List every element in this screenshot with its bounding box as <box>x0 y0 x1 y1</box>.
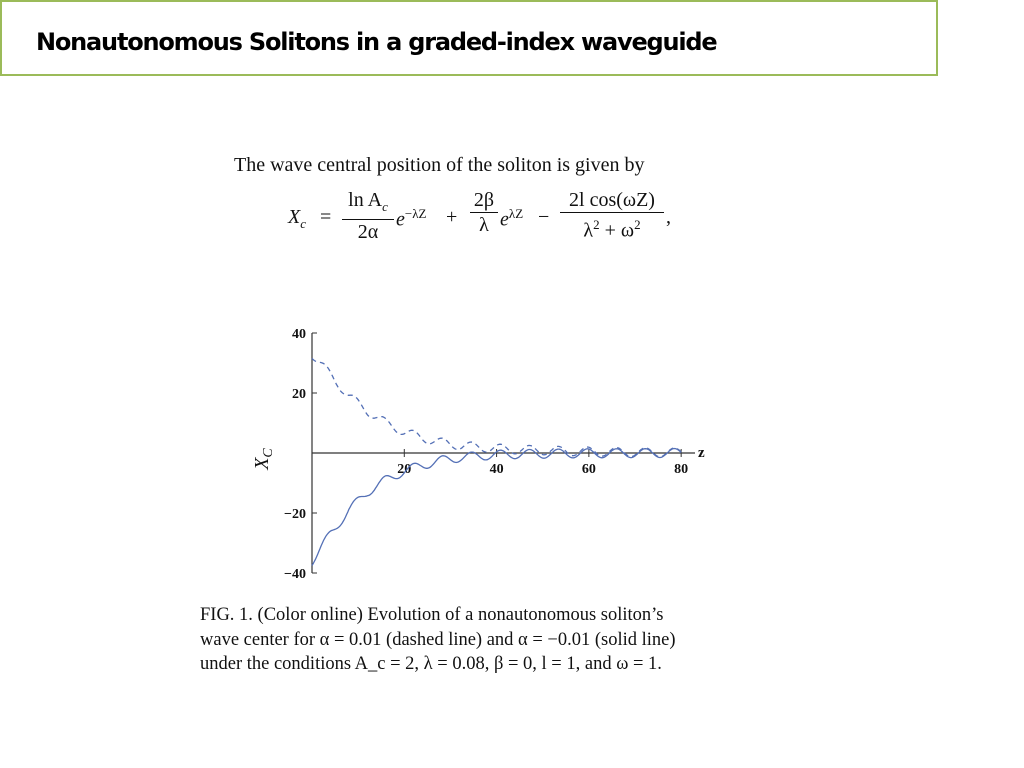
term1-exponential: $e^{-\lambda Z}$ <box>396 206 427 231</box>
y-tick-label: 20 <box>292 387 306 402</box>
equation-equals: = <box>320 206 332 228</box>
equation-lhs: $X_c$ <box>288 206 306 231</box>
equation-minus: − <box>538 206 550 228</box>
dashed-series-line <box>312 359 681 457</box>
term3-fraction: $\frac{\text{2l cos(ωZ)}}{\lambda^2 + \omega^2}$ <box>560 188 664 243</box>
soliton-chart <box>240 318 720 588</box>
y-tick-label: −40 <box>284 567 306 582</box>
x-tick-label: 40 <box>489 462 504 477</box>
chart-ticks <box>284 327 688 582</box>
x-axis-label: z <box>698 445 705 461</box>
equation-comma: , <box>666 206 671 228</box>
caption-line-1: FIG. 1. (Color online) Evolution of a nonautonomous soliton’s <box>200 605 664 625</box>
intro-text: The wave central position of the soliton is given by <box>234 154 645 176</box>
y-axis-label: $X_C$ <box>251 448 276 470</box>
title-box <box>0 0 938 76</box>
y-tick-label: −20 <box>284 507 306 522</box>
figure-caption <box>200 603 770 677</box>
caption-line-2: wave center for α = 0.01 (dashed line) and α = −0.01 (solid line) <box>200 629 676 650</box>
x-tick-label: 20 <box>397 462 412 477</box>
y-tick-label: 40 <box>292 327 306 342</box>
equation <box>288 188 688 252</box>
caption-line-3: under the conditions A_c = 2, λ = 0.08, β = 0, l = 1, and ω = 1. <box>200 654 662 674</box>
equation-plus: + <box>446 206 458 228</box>
slide-title: Nonautonomous Solitons in a graded-index waveguide <box>36 28 717 56</box>
term2-fraction: $\frac{2\beta}{\lambda}$ <box>470 188 498 237</box>
term1-fraction: $\frac{\ln A_c}{2\alpha}$ <box>342 188 394 244</box>
x-tick-label: 60 <box>581 462 596 477</box>
x-tick-label: 80 <box>674 462 689 477</box>
term2-exponential: $e^{\lambda Z}$ <box>500 206 524 231</box>
